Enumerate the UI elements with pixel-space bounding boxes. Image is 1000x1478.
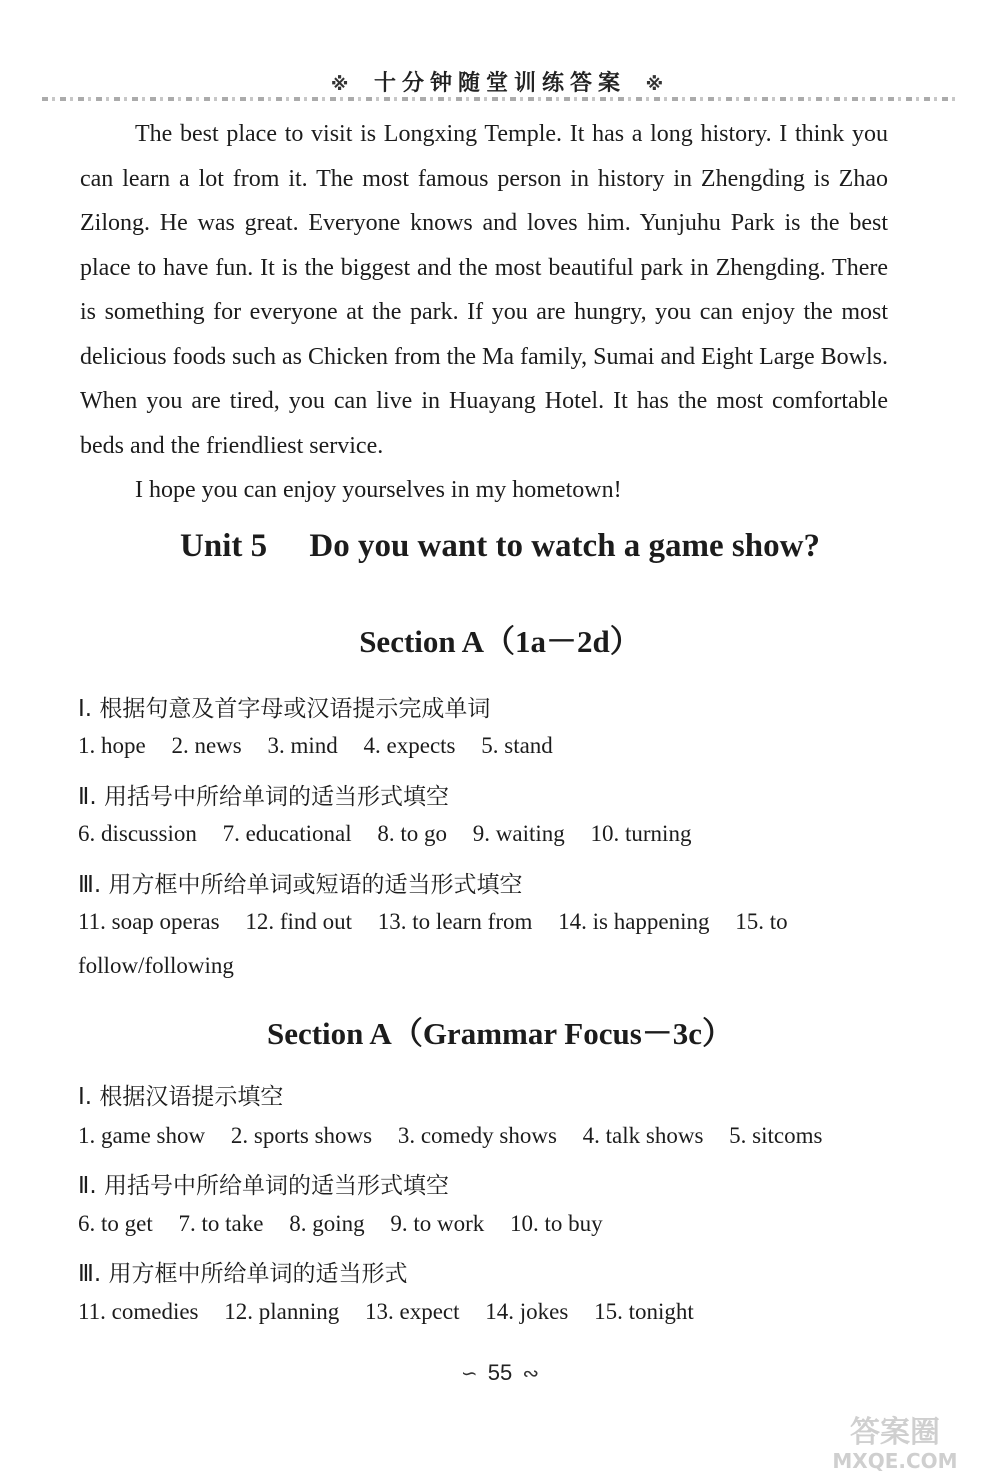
part-heading: Ⅰ. 根据句意及首字母或汉语提示完成单词 <box>78 696 491 722</box>
part-heading: Ⅲ. 用方框中所给单词的适当形式 <box>78 1261 408 1287</box>
watermark-text: 答案圈 <box>850 1415 940 1450</box>
answer-item: 9. waiting <box>472 821 565 846</box>
answer-item: 6. discussion <box>78 821 197 846</box>
answer-item: 12. find out <box>245 909 353 934</box>
answer-item: 13. to learn from <box>377 909 533 934</box>
answer-item: 6. to get <box>78 1211 153 1236</box>
answer-item: 14. jokes <box>485 1299 569 1324</box>
answer-item: 1. game show <box>78 1123 206 1148</box>
unit-title <box>0 528 1000 565</box>
section-title-1: Section A（1a－2d） <box>359 624 641 659</box>
answer-item: 2. sports shows <box>230 1123 373 1148</box>
answer-item: 4. expects <box>363 733 456 758</box>
section-title-2: Section A（Grammar Focus－3c） <box>266 1016 734 1051</box>
answer-item: 8. going <box>289 1211 365 1236</box>
part-heading: Ⅲ. 用方框中所给单词或短语的适当形式填空 <box>78 872 523 898</box>
answer-item: 12. planning <box>224 1299 340 1324</box>
unit-number: Unit 5 <box>180 528 268 564</box>
header-star-left: ※ <box>330 74 355 95</box>
unit-heading: Do you want to watch a game show? <box>309 528 820 564</box>
watermark-logo-icon <box>800 1408 990 1474</box>
answer-item: 10. to buy <box>510 1211 603 1236</box>
answer-item: 15. to follow/following <box>78 909 788 978</box>
answer-item: 4. talk shows <box>582 1123 704 1148</box>
passage-paragraph-2: I hope you can enjoy yourselves in my hometown! <box>135 477 622 503</box>
part-heading: Ⅱ. 用括号中所给单词的适当形式填空 <box>78 784 449 810</box>
part-heading: Ⅰ. 根据汉语提示填空 <box>78 1084 284 1110</box>
answer-item: 13. expect <box>365 1299 460 1324</box>
page-footer <box>0 1360 1000 1386</box>
answer-item: 7. educational <box>222 821 352 846</box>
answer-item: 10. turning <box>590 821 692 846</box>
answer-item: 1. hope <box>78 733 146 758</box>
answer-row <box>78 724 890 768</box>
answer-item: 7. to take <box>178 1211 264 1236</box>
page-header <box>0 66 1000 97</box>
passage-paragraph-1: The best place to visit is Longxing Temple. It has a long history. I think you can learn a lot from it. The most famous person in history in Zhengding is Zhao Zilong. He was great. Everyone knows and loves him. Yunjuhu Park is the best place to have fun. It is the biggest and the most beautiful park in Zhengding. There is something for everyone at the park. If you are hungry, you can enjoy the most delicious foods such as Chicken from the Ma family, Sumai and Eight Large Bowls. When you are tired, you can live in Huayang Hotel. It has the most comfortable beds and the friendliest service. <box>80 121 888 459</box>
answer-row <box>78 1114 890 1158</box>
answer-item: 9. to work <box>390 1211 485 1236</box>
answer-item: 11. soap operas <box>78 909 220 934</box>
page-number: 55 <box>487 1360 513 1385</box>
answer-item: 11. comedies <box>78 1299 199 1324</box>
answer-item: 5. stand <box>481 733 553 758</box>
answer-row <box>78 1290 890 1334</box>
header-divider <box>42 97 958 101</box>
answer-row <box>78 1202 890 1246</box>
answer-item: 5. sitcoms <box>729 1123 823 1148</box>
answer-item: 15. tonight <box>594 1299 694 1324</box>
answer-row <box>78 812 890 856</box>
answer-row <box>78 900 890 988</box>
passage <box>80 112 888 513</box>
watermark-url: MXQE.COM <box>832 1449 958 1473</box>
answer-item: 8. to go <box>377 821 447 846</box>
header-title: 十分钟随堂训练答案 <box>373 71 626 96</box>
answer-item: 3. mind <box>267 733 338 758</box>
footer-ornament-left-icon: ∽ <box>460 1363 478 1385</box>
part-heading: Ⅱ. 用括号中所给单词的适当形式填空 <box>78 1173 449 1199</box>
answer-item: 3. comedy shows <box>397 1123 557 1148</box>
footer-ornament-right-icon: ∾ <box>522 1363 540 1385</box>
answer-item: 2. news <box>171 733 242 758</box>
header-star-right: ※ <box>645 74 670 95</box>
answer-item: 14. is happening <box>558 909 710 934</box>
